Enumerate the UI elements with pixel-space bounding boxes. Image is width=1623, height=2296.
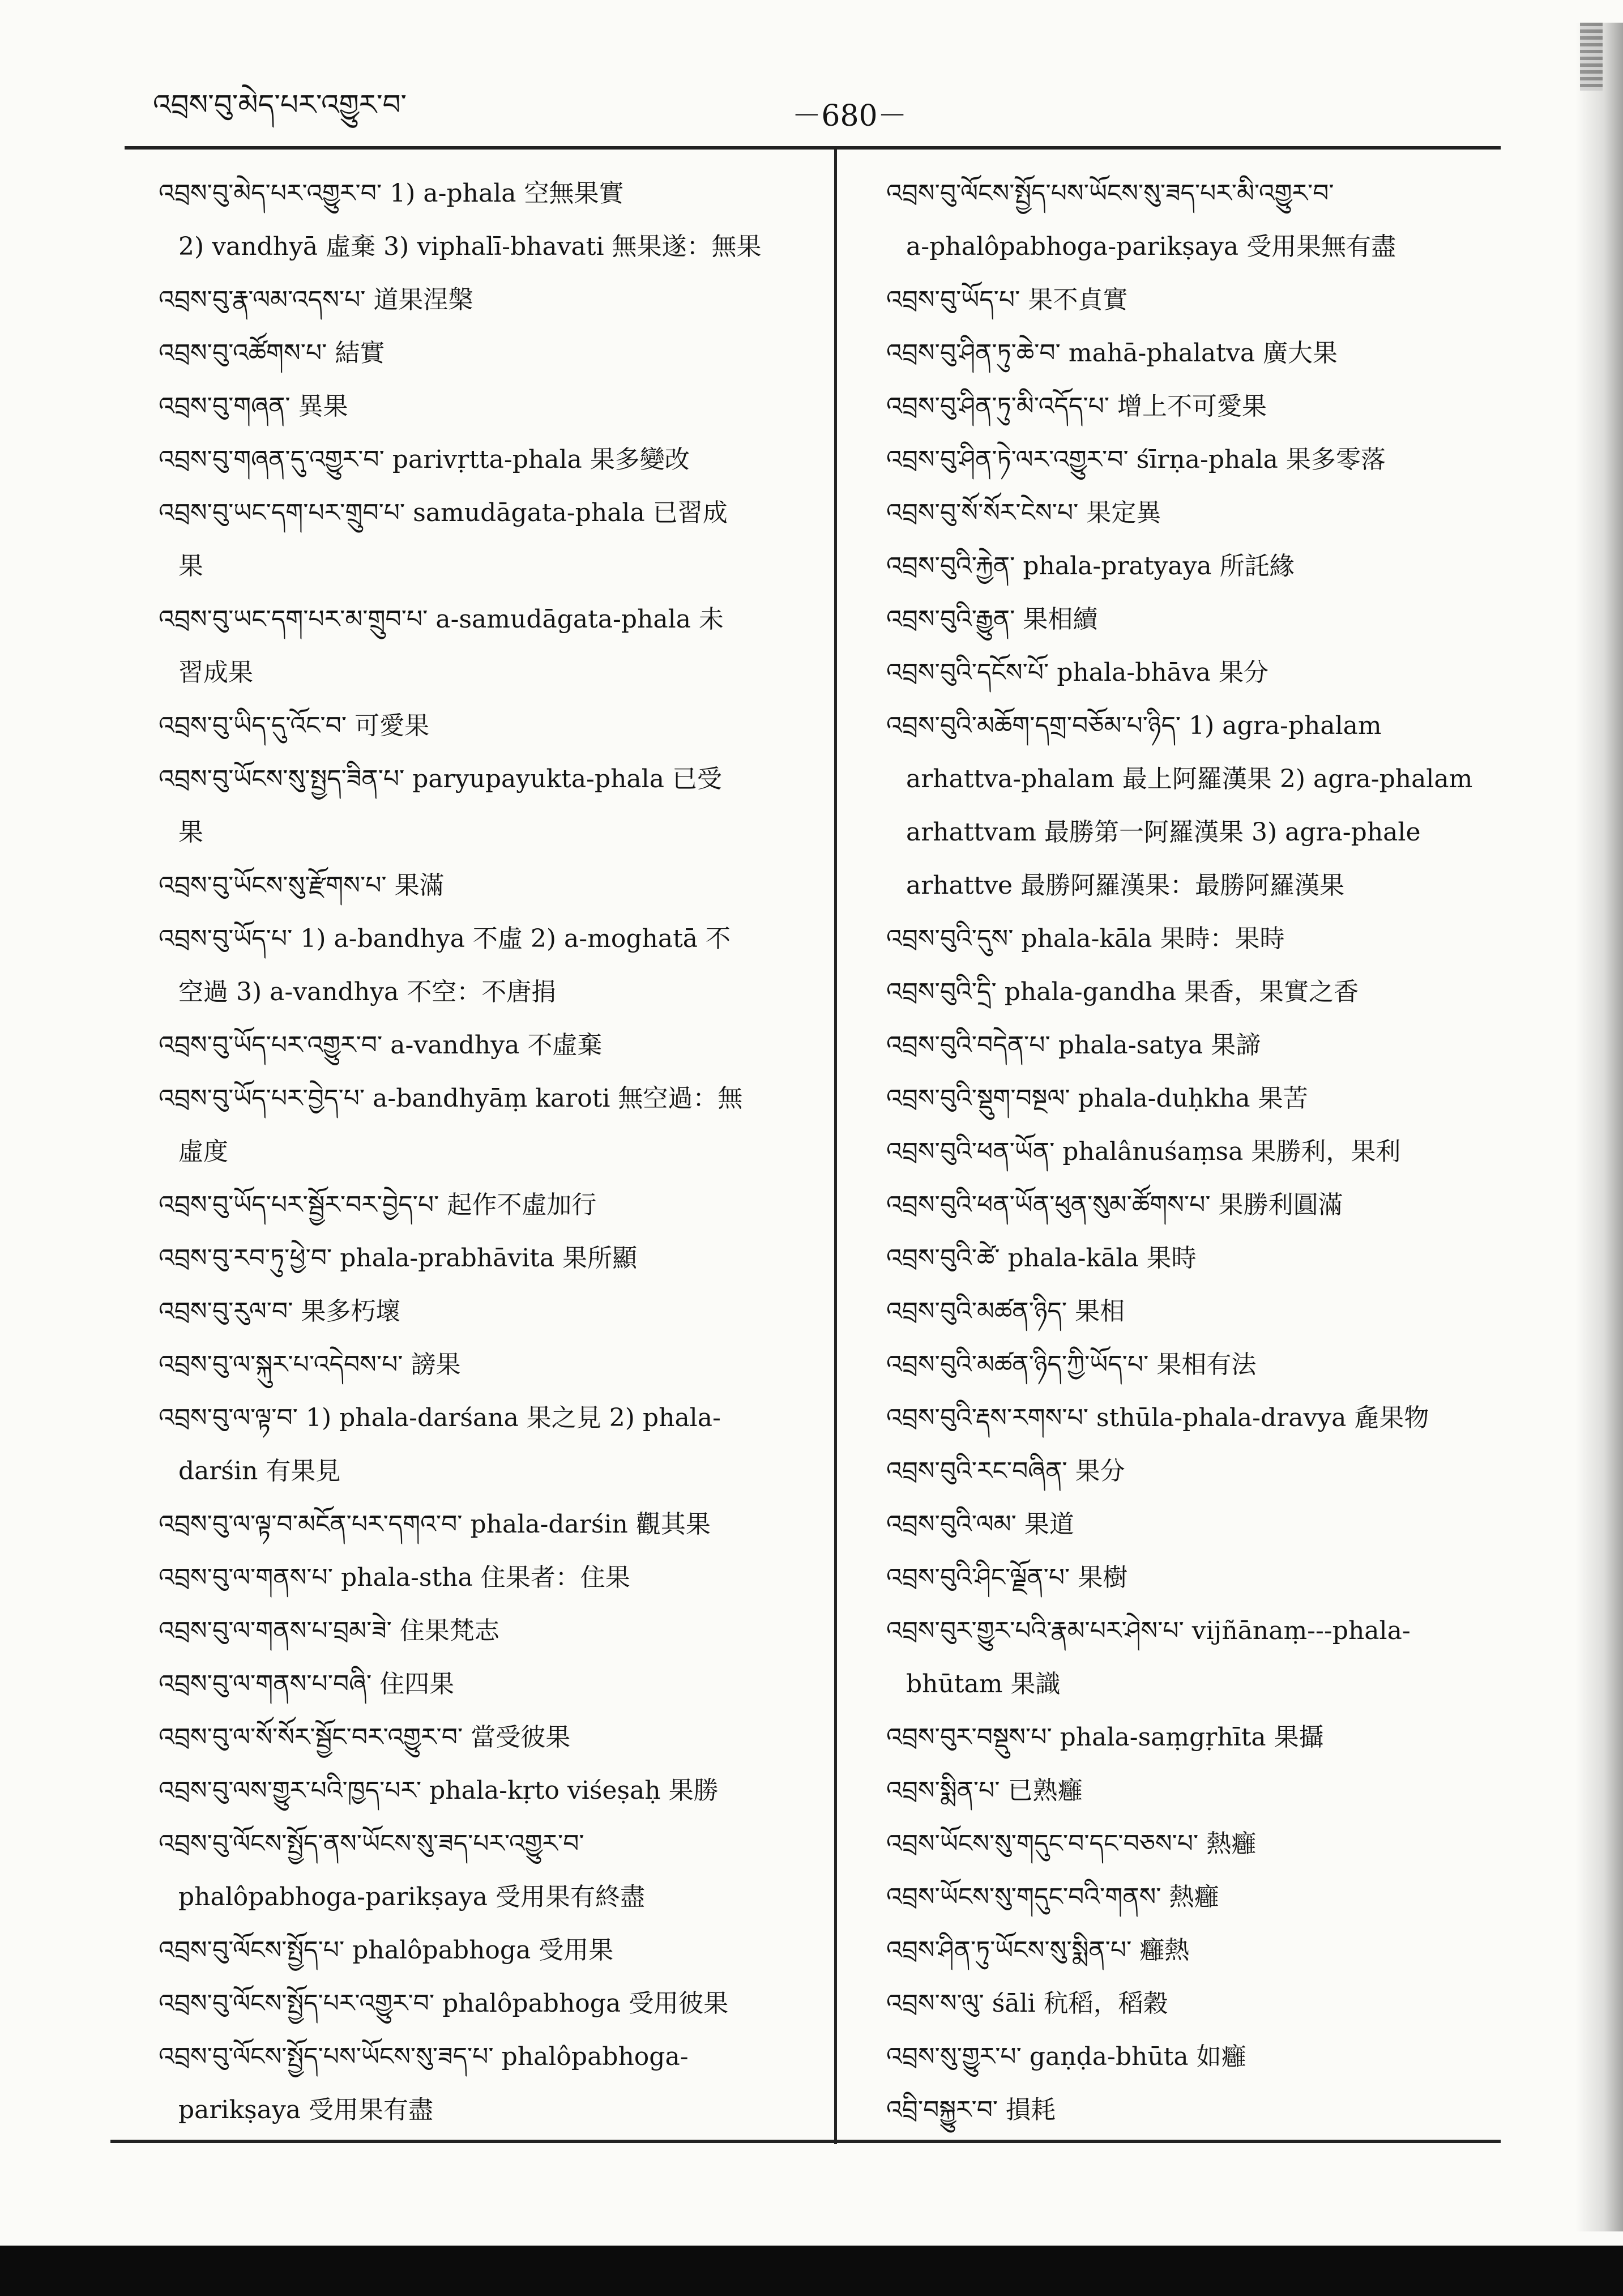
dictionary-entry: འབྲས་སྨིན་པ་ 已熟癰 bbox=[886, 1776, 1083, 1805]
entry-continuation: a-phalôpabhoga-parikṣaya 受用果無有盡 bbox=[906, 232, 1396, 261]
dictionary-entry: འབྲས་བུའི་ཕན་ཡོན་ phalânuśaṃsa 果勝利，果利 bbox=[886, 1137, 1401, 1166]
page-number: －680－ bbox=[792, 99, 907, 133]
dictionary-entry: འབྲས་བུ་གཞན་དུ་འགྱུར་བ་ parivṛtta-phala 果多變改 bbox=[159, 445, 690, 474]
entry-continuation: 果 bbox=[178, 552, 203, 581]
column-divider bbox=[834, 146, 837, 2144]
dictionary-entry: འབྲས་བུའི་མཆོག་དགྲ་བཅོམ་པ་ཉིད་ 1) agra-phalam bbox=[886, 711, 1382, 740]
dictionary-entry: འབྲས་བུ་ལ་གནས་པ་ phala-stha 住果者：住果 bbox=[159, 1563, 630, 1592]
dictionary-entry: འབྲས་བུ་ལ་སོ་སོར་སྦྱོང་བར་འགྱུར་བ་ 當受彼果 bbox=[159, 1723, 571, 1752]
top-rule bbox=[125, 146, 1501, 150]
dictionary-entry: འབྲས་བུའི་བདེན་པ་ phala-satya 果諦 bbox=[886, 1031, 1261, 1060]
dictionary-entry: འབྲས་བུ་མེད་པར་འགྱུར་བ་ 1) a-phala 空無果實 bbox=[159, 179, 624, 208]
entry-continuation: 果 bbox=[178, 818, 203, 847]
dictionary-entry: འབྲས་བུ་ཤིན་ཏུ་མི་འདོད་པ་ 增上不可愛果 bbox=[886, 392, 1267, 421]
dictionary-entry: འབྲས་བུ་ཡིད་དུ་འོང་བ་ 可愛果 bbox=[159, 711, 430, 740]
dictionary-entry: འབྲས་བུ་ལོངས་སྤྱོད་ནས་ཡོངས་སུ་ཟད་པར་འགྱུར་བ་ bbox=[159, 1829, 584, 1858]
dictionary-entry: འབྲས་བུ་ལོངས་སྤྱོད་པ་ phalôpabhoga 受用果 bbox=[159, 1936, 614, 1965]
scan-edge-mark bbox=[1580, 23, 1603, 91]
dictionary-entry: འབྲས་བུ་ལ་སྐུར་པ་འདེབས་པ་ 謗果 bbox=[159, 1350, 461, 1379]
dictionary-entry: འབྲས་བུའི་ཕན་ཡོན་ཕུན་སུམ་ཚོགས་པ་ 果勝利圓滿 bbox=[886, 1190, 1343, 1219]
entry-continuation: arhattva-phalam 最上阿羅漢果 2) agra-phalam bbox=[906, 765, 1473, 793]
bottom-rule bbox=[110, 2140, 1501, 2143]
dictionary-entry: འབྲས་བུའི་མཚན་ཉིད་ཀྱི་ཡོད་པ་ 果相有法 bbox=[886, 1350, 1257, 1379]
dictionary-entry: འབྲས་ས་ལུ་ śāli 秔稻，稻穀 bbox=[886, 1989, 1168, 2018]
dictionary-entry: འབྲས་སུ་གྱུར་པ་ gaṇḍa-bhūta 如癰 bbox=[886, 2042, 1246, 2071]
entry-continuation: 空過 3) a-vandhya 不空：不唐捐 bbox=[178, 978, 557, 1006]
dictionary-entry: འབྲས་བུ་ཡོད་པ་ 1) a-bandhya 不虛 2) a-moghatā 不 bbox=[159, 924, 731, 953]
dictionary-entry: འབྲས་བུ་རུལ་བ་ 果多朽壞 bbox=[159, 1297, 401, 1326]
dictionary-entry: འབྲས་བུའི་རང་བཞིན་ 果分 bbox=[886, 1457, 1125, 1486]
dictionary-entry: འབྲས་བུ་ཡོད་པར་འགྱུར་བ་ a-vandhya 不虛棄 bbox=[159, 1031, 603, 1060]
running-head: འབྲས་བུ་མེད་པར་འགྱུར་བ་ bbox=[153, 88, 407, 121]
dictionary-entry: འབྲས་བུ་ལོངས་སྤྱོད་པས་ཡོངས་སུ་ཟད་པ་ phalôpabhoga- bbox=[159, 2042, 689, 2071]
dictionary-entry: འབྲས་བུ་ཡོད་པར་སྦྱོར་བར་བྱེད་པ་ 起作不虛加行 bbox=[159, 1190, 597, 1219]
dictionary-entry: འབྲས་བུ་ཡོད་པ་ 果不貞實 bbox=[886, 285, 1128, 314]
entry-continuation: 虛度 bbox=[178, 1137, 228, 1166]
entry-continuation: arhattvam 最勝第一阿羅漢果 3) agra-phale bbox=[906, 818, 1421, 847]
dictionary-entry: འབྲས་བུའི་དུས་ phala-kāla 果時：果時 bbox=[886, 924, 1285, 953]
dictionary-entry: འབྲས་བུའི་ཤིང་ལྗོན་པ་ 果樹 bbox=[886, 1563, 1128, 1592]
entry-continuation: darśin 有果見 bbox=[178, 1457, 341, 1486]
right-column bbox=[881, 167, 1549, 2137]
dictionary-entry: འབྲས་བུ་ཤིན་ཏུ་ཆེ་བ་ mahā-phalatva 廣大果 bbox=[886, 339, 1338, 368]
dictionary-entry: འབྲས་བུའི་རྐྱེན་ phala-pratyaya 所託緣 bbox=[886, 552, 1295, 581]
dictionary-entry: འབྲས་བུའི་དྲི་ phala-gandha 果香，果實之香 bbox=[886, 978, 1359, 1006]
dictionary-entry: འབྲས་ཡོངས་སུ་གདུང་བའི་གནས་ 熱癰 bbox=[886, 1883, 1219, 1911]
dictionary-entry: འབྲས་བུའི་རྒྱུན་ 果相續 bbox=[886, 605, 1098, 634]
left-column bbox=[153, 167, 821, 2137]
dictionary-entry: འབྲས་བུར་གྱུར་པའི་རྣམ་པར་ཤེས་པ་ vijñānaṃ---phala- bbox=[886, 1616, 1411, 1645]
entry-continuation: 習成果 bbox=[178, 658, 253, 687]
dictionary-entry: འབྲས་བུ་རབ་ཏུ་ཕྱེ་བ་ phala-prabhāvita 果所顯 bbox=[159, 1244, 638, 1273]
dictionary-entry: འབྲས་བུ་ཡོངས་སུ་རྫོགས་པ་ 果滿 bbox=[159, 871, 445, 900]
dictionary-entry: འབྲས་བུ་ལ་ལྟ་བ་ 1) phala-darśana 果之見 2) phala- bbox=[159, 1403, 721, 1432]
dictionary-entry: འབྲས་བུ་ཤིན་ཏེ་ལར་འགྱུར་བ་ śīrṇa-phala 果多零落 bbox=[886, 445, 1386, 474]
dictionary-entry: འབྲས་བུའི་ལམ་ 果道 bbox=[886, 1510, 1074, 1539]
dictionary-entry: འབྲས་བུ་ལ་གནས་པ་བྲམ་ཟེ་ 住果梵志 bbox=[159, 1616, 499, 1645]
dictionary-entry: འབྲས་བུའི་རྡས་རགས་པ་ sthūla-phala-dravya 麁果物 bbox=[886, 1403, 1429, 1432]
dictionary-entry: འབྲས་བུ་ལོངས་སྤྱོད་པར་འགྱུར་བ་ phalôpabhoga 受用彼果 bbox=[159, 1989, 729, 2018]
dictionary-entry: འབྲས་ཡོངས་སུ་གདུང་བ་དང་བཅས་པ་ 熱癰 bbox=[886, 1829, 1257, 1858]
entry-continuation: 2) vandhyā 虛棄 3) viphalī-bhavati 無果遂：無果 bbox=[178, 232, 762, 261]
dictionary-entry: འབྲས་ཤིན་ཏུ་ཡོངས་སུ་སྨིན་པ་ 癰熱 bbox=[886, 1936, 1190, 1965]
dictionary-entry: འབྲས་བུ་ཡང་དག་པར་མ་གྲུབ་པ་ a-samudāgata-phala 未 bbox=[159, 605, 724, 634]
dictionary-entry: འབྲས་བུ་ལ་གནས་པ་བཞི་ 住四果 bbox=[159, 1670, 455, 1698]
entry-continuation: parikṣaya 受用果有盡 bbox=[178, 2096, 434, 2124]
dictionary-entry: འབྲས་བུ་འཚོགས་པ་ 結實 bbox=[159, 339, 385, 368]
dictionary-entry: འབྲས་བུ་སོ་སོར་ངེས་པ་ 果定異 bbox=[886, 498, 1161, 527]
dictionary-entry: འབྲས་བུ་ལ་ལྟ་བ་མངོན་པར་དགའ་བ་ phala-darśin 觀其果 bbox=[159, 1510, 711, 1539]
dictionary-entry: འབྲས་བུ་ཡོད་པར་བྱེད་པ་ a-bandhyāṃ karoti 無空過：無 bbox=[159, 1084, 743, 1113]
dictionary-entry: འབྲས་བུའི་སྡུག་བསྔལ་ phala-duḥkha 果苦 bbox=[886, 1084, 1308, 1113]
dictionary-entry: འབྲས་བུ་ལོངས་སྤྱོད་པས་ཡོངས་སུ་ཟད་པར་མི་འགྱུར་བ་ bbox=[886, 179, 1334, 208]
dictionary-entry: འབྲས་བུ་ཡོངས་སུ་སྤྱད་ཟིན་པ་ paryupayukta-phala 已受 bbox=[159, 765, 722, 793]
dictionary-entry: འབྲས་བུའི་ཚེ་ phala-kāla 果時 bbox=[886, 1244, 1197, 1273]
dictionary-entry: འབྲས་བུ་གཞན་ 異果 bbox=[159, 392, 348, 421]
dictionary-entry: འབྲི་བསྐྱུར་བ་ 損耗 bbox=[886, 2096, 1056, 2124]
entry-continuation: phalôpabhoga-parikṣaya 受用果有終盡 bbox=[178, 1883, 646, 1911]
dictionary-entry: འབྲས་བུ་ལས་གྱུར་པའི་ཁྱད་པར་ phala-kṛto viśeṣaḥ 果勝 bbox=[159, 1776, 719, 1805]
entry-continuation: arhattve 最勝阿羅漢果：最勝阿羅漢果 bbox=[906, 871, 1345, 900]
dictionary-entry: འབྲས་བུའི་དངོས་པོ་ phala-bhāva 果分 bbox=[886, 658, 1268, 687]
dictionary-entry: འབྲས་བུར་བསྡུས་པ་ phala-saṃgṛhīta 果攝 bbox=[886, 1723, 1324, 1752]
scan-bottom-bar bbox=[0, 2246, 1623, 2296]
scan-edge-shadow bbox=[1575, 23, 1623, 2231]
entry-continuation: bhūtam 果識 bbox=[906, 1670, 1061, 1698]
dictionary-entry: འབྲས་བུ་རྣ་ལམ་འདས་པ་ 道果涅槃 bbox=[159, 285, 473, 314]
dictionary-entry: འབྲས་བུ་ཡང་དག་པར་གྲུབ་པ་ samudāgata-phala 已習成 bbox=[159, 498, 728, 527]
dictionary-entry: འབྲས་བུའི་མཚན་ཉིད་ 果相 bbox=[886, 1297, 1125, 1326]
